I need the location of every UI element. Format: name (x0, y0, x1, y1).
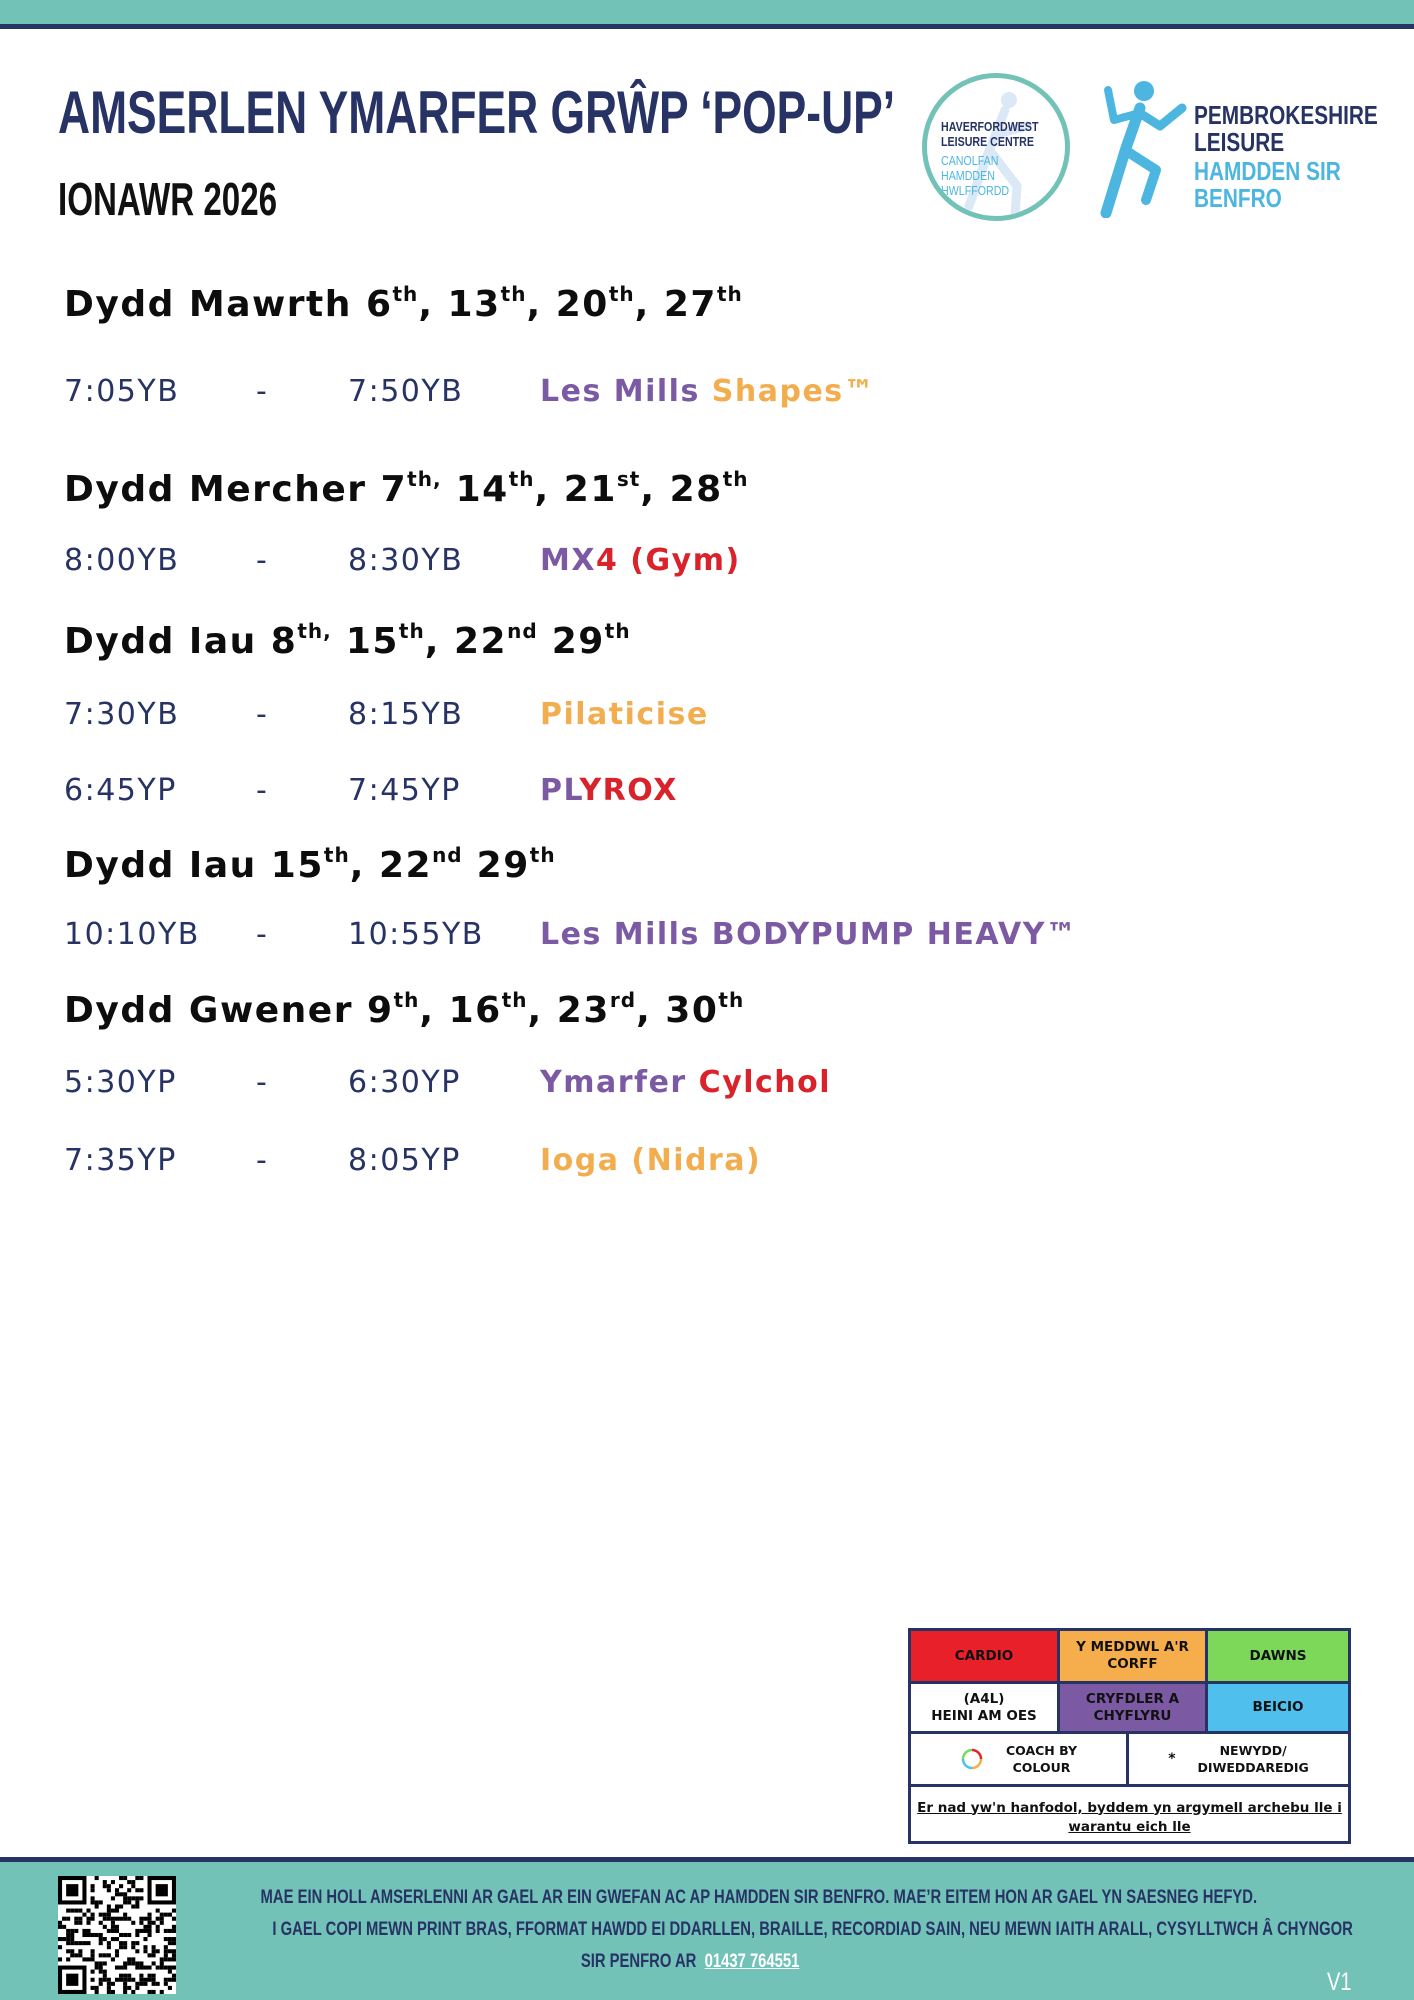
date-suffix: th (604, 619, 631, 643)
date-separator: , (418, 284, 434, 325)
phone-link[interactable]: 01437 764551 (704, 1951, 800, 1972)
start-time: 10:10YB (64, 917, 200, 952)
date-number: 9 (367, 990, 394, 1031)
class-name (540, 697, 709, 732)
legend-coach-by-colour: COACH BY COLOUR (911, 1734, 1126, 1784)
time-separator: - (256, 543, 269, 578)
session-row (0, 1065, 1414, 1105)
date-suffix: th (323, 843, 350, 867)
activity-legend (908, 1628, 1351, 1844)
date-suffix: th (508, 467, 535, 491)
time-separator: - (256, 697, 269, 732)
page-subtitle: IONAWR 2026 (58, 173, 278, 225)
session-row (0, 1143, 1414, 1183)
date-number: 15 (345, 621, 399, 662)
date-separator: , (634, 284, 650, 325)
date-separator: , (640, 469, 656, 510)
footer (0, 1862, 1414, 2000)
class-name-part: MX (540, 543, 596, 578)
date-number: 14 (455, 469, 509, 510)
class-name-part: Shapes™ (711, 374, 876, 409)
date-separator: , (349, 845, 365, 886)
centre-logo-name-cy: CANOLFAN HAMDDEN HWLFFORDD (941, 153, 1010, 198)
date-separator: , (419, 990, 435, 1031)
booking-note: Er nad yw'n hanfodol, byddem yn argymell archebu lle i warantu eich lle (917, 1799, 1342, 1835)
date-suffix: th (608, 282, 635, 306)
session-row (0, 917, 1414, 957)
day-heading (64, 619, 631, 662)
date-number: 22 (453, 621, 508, 662)
date-separator: , (534, 469, 550, 510)
time-separator: - (256, 917, 269, 952)
legend-cardio: CARDIO (911, 1631, 1057, 1681)
class-name (540, 543, 741, 578)
time-separator: - (256, 773, 269, 808)
start-time: 5:30YP (64, 1065, 177, 1100)
legend-a4l: (A4L) HEINI AM OES (911, 1684, 1057, 1731)
date-number: 23 (556, 990, 610, 1031)
session-row (0, 543, 1414, 583)
date-number: 15 (270, 845, 324, 886)
date-number: 20 (555, 284, 609, 325)
session-row (0, 773, 1414, 813)
class-name (540, 773, 678, 808)
day-name: Dydd Iau (64, 621, 257, 662)
class-name-part: Ioga (Nidra) (540, 1143, 762, 1178)
legend-divider (1126, 1734, 1129, 1784)
date-suffix: th (500, 282, 527, 306)
new-marker-icon: * (1168, 1750, 1176, 1767)
day-heading (64, 282, 743, 325)
start-time: 6:45YP (64, 773, 177, 808)
day-name: Dydd Mercher (64, 469, 367, 510)
day-heading (64, 988, 744, 1031)
date-number: 22 (378, 845, 433, 886)
time-separator: - (256, 1065, 269, 1100)
day-name: Dydd Gwener (64, 990, 353, 1031)
date-suffix: th (529, 843, 556, 867)
page-title: AMSERLEN YMARFER GRŴP ‘POP-UP’ (58, 79, 896, 146)
class-name-part: Les Mills (540, 374, 712, 409)
date-suffix: rd (609, 988, 637, 1012)
footer-availability-text: MAE EIN HOLL AMSERLENNI AR GAEL AR EIN GWEFAN AC AP HAMDDEN SIR BENFRO. MAE’R EITEM HON AR GAEL YN SAESNEG HEFYD. (260, 1887, 1258, 1908)
centre-logo-name-en: HAVERFORDWEST LEISURE CENTRE (941, 119, 1039, 149)
date-number: 8 (270, 621, 298, 662)
class-name (540, 1143, 761, 1178)
legend-divider (1205, 1684, 1208, 1731)
date-number: 7 (380, 469, 408, 510)
day-name: Dydd Mawrth (64, 284, 352, 325)
date-suffix: th (392, 282, 419, 306)
date-separator: , (526, 284, 542, 325)
legend-row-3 (911, 1734, 1348, 1784)
legend-dance: DAWNS (1208, 1631, 1348, 1681)
date-suffix: th (722, 467, 749, 491)
date-suffix: nd (507, 619, 538, 643)
date-separator: , (636, 990, 652, 1031)
start-time: 7:05YB (64, 374, 180, 409)
session-row (0, 374, 1414, 414)
date-suffix: th (501, 988, 528, 1012)
legend-row-1 (911, 1631, 1348, 1681)
legend-new-updated: * NEWYDD/ DIWEDDAREDIG (1168, 1743, 1309, 1775)
version-label: V1 (1327, 1968, 1352, 1996)
date-number: 29 (476, 845, 530, 886)
date-suffix: st (616, 467, 641, 491)
class-name (540, 1065, 831, 1100)
start-time: 8:00YB (64, 543, 180, 578)
legend-mind-body: Y MEDDWL A'R CORFF (1060, 1631, 1205, 1681)
colour-ring-icon (960, 1747, 984, 1771)
top-rule (0, 24, 1414, 29)
date-suffix: th, (407, 467, 442, 491)
legend-row-2 (911, 1684, 1348, 1731)
pembrokeshire-logo-name-cy: HAMDDEN SIR BENFRO (1194, 156, 1341, 213)
class-name-part: YROX (579, 773, 678, 808)
pembrokeshire-leisure-logo (1100, 78, 1378, 228)
date-number: 13 (447, 284, 501, 325)
footer-accessibility-text: I GAEL COPI MEWN PRINT BRAS, FFORMAT HAWDD EI DDARLLEN, BRAILLE, RECORDIAD SAIN, NEU MEWN IAITH ARALL, CYSYLLTWCH Â CHYNGOR (272, 1919, 1353, 1940)
time-separator: - (256, 1143, 269, 1178)
day-heading (64, 467, 749, 510)
class-name (540, 374, 875, 409)
haverfordwest-leisure-centre-logo (922, 73, 1070, 221)
date-suffix: th (718, 988, 745, 1012)
end-time: 8:05YP (348, 1143, 461, 1178)
class-name (540, 917, 1077, 952)
date-suffix: th, (297, 619, 332, 643)
start-time: 7:30YB (64, 697, 180, 732)
legend-divider (1057, 1684, 1060, 1731)
date-suffix: nd (432, 843, 463, 867)
legend-divider (1057, 1631, 1060, 1681)
end-time: 10:55YB (348, 917, 484, 952)
running-figure-icon (1100, 78, 1190, 218)
end-time: 7:45YP (348, 773, 461, 808)
class-name-part: Les Mills BODYPUMP HEAVY™ (540, 917, 1078, 952)
end-time: 7:50YB (348, 374, 464, 409)
legend-divider (911, 1784, 1348, 1787)
day-heading (64, 843, 556, 886)
date-suffix: th (398, 619, 425, 643)
start-time: 7:35YP (64, 1143, 177, 1178)
class-name-part: Cylchol (698, 1065, 832, 1100)
day-name: Dydd Iau (64, 845, 257, 886)
class-name-part: PL (540, 773, 580, 808)
top-accent-bar (0, 0, 1414, 24)
date-number: 29 (551, 621, 605, 662)
date-number: 30 (665, 990, 719, 1031)
class-name-part: 4 (Gym) (595, 543, 741, 578)
session-row (0, 697, 1414, 737)
date-number: 16 (448, 990, 502, 1031)
time-separator: - (256, 374, 269, 409)
legend-cycling: BEICIO (1208, 1684, 1348, 1731)
date-number: 6 (365, 284, 393, 325)
date-suffix: th (716, 282, 743, 306)
class-name-part: Ymarfer (540, 1065, 699, 1100)
pembrokeshire-logo-name-en: PEMBROKESHIRE LEISURE (1194, 100, 1378, 157)
date-number: 27 (663, 284, 717, 325)
class-name-part: Pilaticise (540, 697, 709, 732)
date-separator: , (527, 990, 543, 1031)
end-time: 8:15YB (348, 697, 464, 732)
legend-divider (1205, 1631, 1208, 1681)
legend-strength: CRYFDLER A CHYFLYRU (1060, 1684, 1205, 1731)
date-suffix: th (393, 988, 420, 1012)
date-number: 21 (563, 469, 617, 510)
end-time: 6:30YP (348, 1065, 461, 1100)
date-separator: , (424, 621, 440, 662)
footer-contact-text: SIR PENFRO AR 01437 764551 (580, 1951, 800, 1972)
end-time: 8:30YB (348, 543, 464, 578)
date-number: 28 (669, 469, 723, 510)
